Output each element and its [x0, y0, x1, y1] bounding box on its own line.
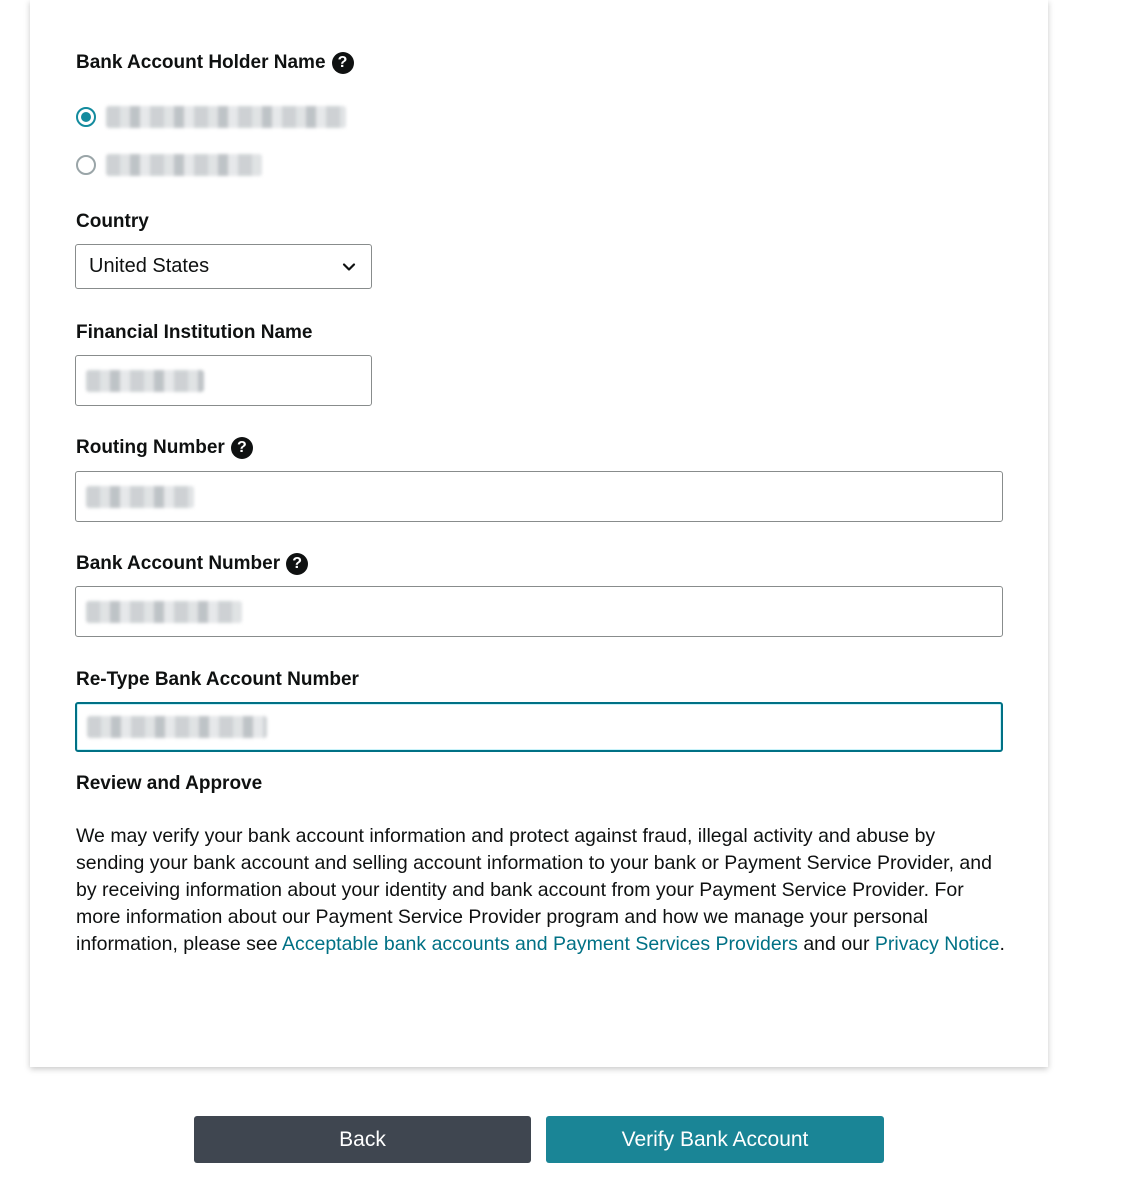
account-input[interactable] [75, 586, 1003, 637]
holder-name-option-2[interactable] [76, 154, 262, 176]
holder-name-label [76, 52, 354, 74]
institution-input[interactable] [75, 355, 372, 406]
holder-name-option-1[interactable] [76, 106, 346, 128]
holder-name-label-text: Bank Account Holder Name [76, 52, 326, 73]
help-icon[interactable]: ? [332, 52, 354, 74]
acceptable-accounts-link[interactable]: Acceptable bank accounts and Payment Services Providers [281, 933, 798, 955]
routing-label-text: Routing Number [76, 437, 225, 458]
help-icon[interactable]: ? [286, 553, 308, 575]
redacted-account-value [86, 601, 242, 623]
institution-label-text: Financial Institution Name [76, 322, 313, 343]
radio-selected-icon[interactable] [76, 107, 96, 127]
routing-label [76, 437, 253, 459]
redacted-retype-value [87, 716, 267, 738]
country-select[interactable] [75, 244, 372, 289]
redacted-holder-name [106, 154, 262, 176]
review-text-middle: and our [797, 933, 875, 955]
retype-account-input[interactable] [75, 702, 1003, 752]
review-text-before: We may verify your bank account information and protect against fraud, illegal activity and abuse by sending your bank account and selling account information to your bank or Payment Service Provider, and by receiving information about your identity and bank account from your Payment Service Provider. For more information about our Payment Service Provider program and how we manage your personal information, please see [76, 825, 992, 955]
country-label-text: Country [76, 211, 149, 232]
country-label [76, 211, 149, 233]
retype-label [76, 669, 359, 691]
institution-label [76, 322, 312, 344]
account-label [76, 553, 308, 575]
review-text-after: . [999, 933, 1005, 955]
verify-bank-account-button[interactable]: Verify Bank Account [546, 1116, 884, 1163]
help-icon[interactable]: ? [231, 437, 253, 459]
redacted-institution-value [86, 370, 204, 392]
country-select-value: United States [89, 255, 210, 277]
review-title: Review and Approve [76, 773, 263, 794]
privacy-notice-link[interactable]: Privacy Notice [874, 933, 1000, 955]
review-text [76, 823, 1006, 958]
account-label-text: Bank Account Number [76, 553, 281, 574]
redacted-routing-value [86, 486, 194, 508]
back-button[interactable]: Back [194, 1116, 531, 1163]
chevron-down-icon [341, 259, 357, 275]
radio-unselected-icon[interactable] [76, 155, 96, 175]
redacted-holder-name [106, 106, 346, 128]
routing-input[interactable] [75, 471, 1003, 522]
retype-label-text: Re-Type Bank Account Number [76, 669, 359, 690]
